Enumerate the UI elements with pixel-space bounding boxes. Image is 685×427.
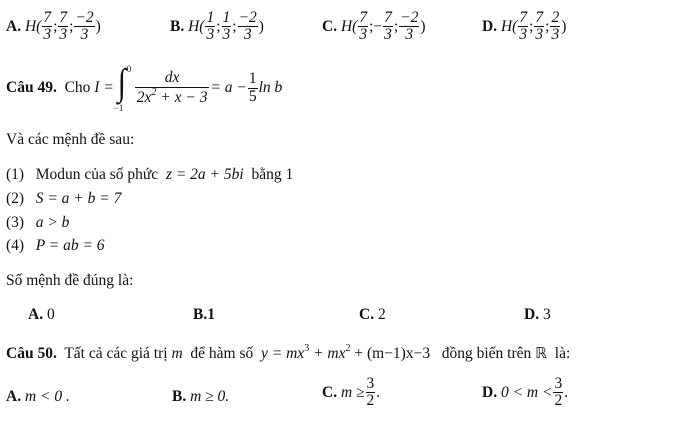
statement-1: (1) Modun của số phức z = 2a + 5bi bằng 1 bbox=[6, 166, 294, 183]
q49-option-d[interactable]: D. 3 bbox=[524, 306, 551, 323]
fraction: $\frac{7}{3}$ bbox=[519, 9, 528, 44]
statement-4: (4) P = ab = 6 bbox=[6, 237, 105, 254]
fraction: $\frac{2}{3}$ bbox=[551, 9, 560, 44]
q50-option-b[interactable]: B. m ≥ 0. bbox=[172, 388, 230, 405]
q49-option-c[interactable]: C. 2 bbox=[359, 306, 386, 323]
fraction: $\frac{1}{5}$ bbox=[248, 70, 257, 105]
fraction: $\frac{7}{3}$ bbox=[59, 9, 68, 44]
q50-option-a[interactable]: A. m < 0 . bbox=[6, 388, 70, 405]
integral bbox=[113, 61, 132, 113]
option-label: D. bbox=[482, 17, 498, 35]
fraction: $\frac{-2}{3}$ bbox=[238, 9, 257, 44]
q48-option-d[interactable]: D. H( $\frac{7}{3}$ ; $\frac{7}{3}$ ; $\frac{2}{3}$ ) bbox=[482, 9, 567, 44]
fraction: $\frac{1}{3}$ bbox=[222, 9, 231, 44]
q50-option-c[interactable]: C. m ≥ $\frac{3}{2}$ . bbox=[322, 375, 381, 410]
integrand-fraction: $\frac{dx}{2x^2 + x - 3}$ bbox=[136, 69, 208, 106]
question-number: Câu 49. bbox=[6, 79, 57, 96]
q50-stem: Câu 50. Tất cả các giá trị m để hàm số $y = mx^3 + mx^2 + (m-1)x-3$ đồng biến trên ℝ là: bbox=[6, 343, 571, 362]
fraction: $\frac{7}{3}$ bbox=[43, 9, 52, 44]
fraction: $\frac{1}{3}$ bbox=[206, 9, 215, 44]
option-label: B. bbox=[170, 17, 185, 35]
q50-option-d[interactable]: D. 0 < m < $\frac{3}{2}$ . bbox=[482, 375, 569, 410]
fraction: $\frac{3}{2}$ bbox=[366, 375, 375, 410]
q48-option-c[interactable]: C. H( $\frac{7}{3}$ ;− $\frac{7}{3}$ ; $\frac{-2}{3}$ ) bbox=[322, 9, 426, 44]
fraction: $\frac{-2}{3}$ bbox=[75, 9, 94, 44]
fraction: $\frac{7}{3}$ bbox=[535, 9, 544, 44]
q49-stem: Câu 49. Cho I = ∫ 0 −1 $\frac{dx}{2x^2 + x - 3}$ = a − $\frac{1}{5}$ ln b bbox=[6, 61, 283, 113]
q48-option-a[interactable]: A. H( $\frac{7}{3}$ ; $\frac{7}{3}$ ; $\frac{-2}{3}$ ) bbox=[6, 9, 101, 44]
fraction: $\frac{7}{3}$ bbox=[359, 9, 368, 44]
q49-option-b[interactable]: B.1 bbox=[193, 306, 215, 323]
fraction: $\frac{3}{2}$ bbox=[554, 375, 563, 410]
statements-intro: Và các mệnh đề sau: bbox=[6, 131, 135, 148]
statement-2: (2) S = a + b = 7 bbox=[6, 190, 122, 207]
q49-prompt: Số mệnh đề đúng là: bbox=[6, 272, 134, 289]
option-label: C. bbox=[322, 17, 338, 35]
q49-option-a[interactable]: A. 0 bbox=[28, 306, 55, 323]
upper-limit: 0 bbox=[126, 64, 132, 74]
integral-sign: ∫ bbox=[117, 61, 127, 103]
option-label: A. bbox=[6, 17, 22, 35]
question-number: Câu 50. bbox=[6, 345, 57, 362]
q48-option-b[interactable]: B. H( $\frac{1}{3}$ ; $\frac{1}{3}$ ; $\frac{-2}{3}$ ) bbox=[170, 9, 264, 44]
lower-limit: −1 bbox=[113, 103, 124, 113]
statement-3: (3) a > b bbox=[6, 214, 70, 231]
real-numbers-symbol: ℝ bbox=[535, 344, 548, 362]
fraction: $\frac{-2}{3}$ bbox=[400, 9, 419, 44]
fraction: $\frac{7}{3}$ bbox=[384, 9, 392, 44]
